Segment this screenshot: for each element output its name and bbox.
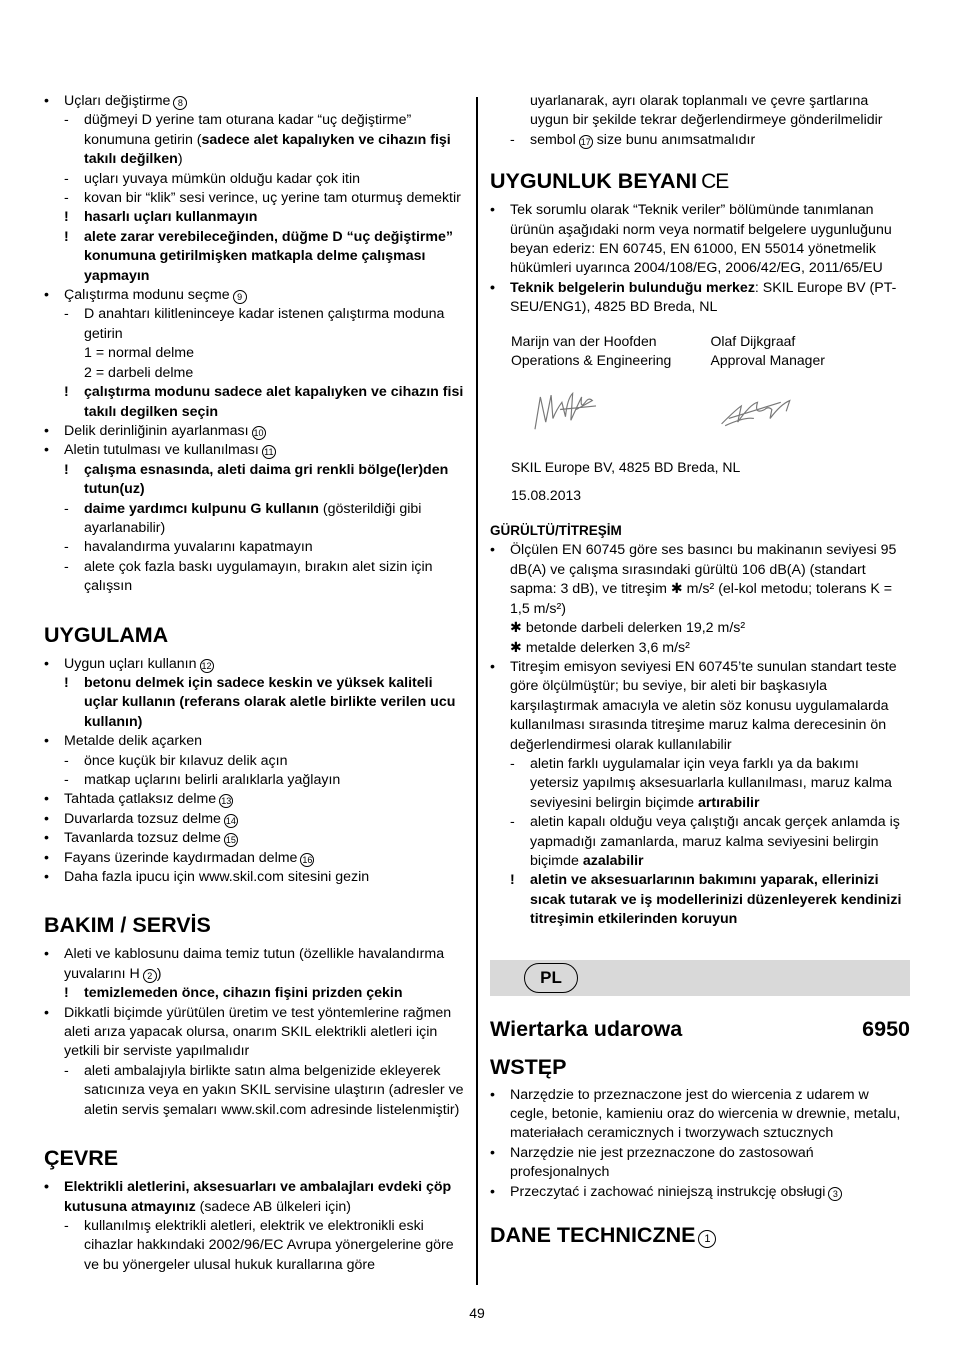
list-item: - havalandırma yuvalarını kapatmayın xyxy=(64,539,313,556)
list-item: • Delik derinliğinin ayarlanması 10 xyxy=(44,422,264,439)
list-item: • Aletin tutulması ve kullanılması 11 xyxy=(44,441,464,460)
list-item: • Metalde delik açarken xyxy=(44,733,203,750)
list-item: • Teknik belgelerin bulunduğu merkez: SKIL Europe BV (PT-SEU/ENG1), 4825 BD Breda, NL xyxy=(490,279,897,316)
list-item: - düğmeyi D yerine tam oturana kadar “uç değiştirme” konumuna getirin (sadece alet kapalıyken ve cihazın fişi takılı değilken) xyxy=(64,112,451,168)
language-badge: PL xyxy=(524,963,578,993)
list-item: • Ölçülen EN 60745 göre ses basıncı bu makinanın seviyesi 95 dB(A) ve çalışma sırasındaki gürültü 106 dB(A) (standart sapma: 3 dB), ve titreşim ✱ m/s² (el-kol metodu; tolerans K = 1,5 m/s²) ✱ betonde darbeli delerken 19,2 m/s² ✱ metalde delerken 3,6 m/s² xyxy=(490,542,897,656)
warning-item: ! alete zarar verebileceğinden, düğme D “uç değiştirme” konumuna getirilmişken matkapla delme çalışması yapmayın xyxy=(64,228,453,284)
signatory-1: Marijn van der Hoofden Operations & Engineering xyxy=(511,332,672,368)
section-heading-cevre: ÇEVRE xyxy=(44,1146,119,1171)
warning-item: ! çalışma esnasında, aleti daima gri renkli bölge(ler)den tutun(uz) xyxy=(64,461,449,498)
list-item: • Çalıştırma modunu seçme 9 xyxy=(44,286,464,305)
ref-circle: 11 xyxy=(262,445,276,459)
ref-circle: 8 xyxy=(173,96,187,110)
ref-circle: 12 xyxy=(201,660,212,671)
signature-address: SKIL Europe BV, 4825 BD Breda, NL xyxy=(511,458,741,475)
product-model: 6950 xyxy=(862,1016,910,1041)
list-item: • Dikkatli biçimde yürütülen üretim ve test yöntemlerine rağmen aleti arıza yapacak olursa, onarım SKIL elektrikli aletleri için yetkili bir serviste yapılmalıdır xyxy=(44,1004,452,1060)
list-item: - kovan bir “klik” sesi verince, uç yerine tam oturmuş demektir xyxy=(64,190,461,207)
ref-circle: 16 xyxy=(302,854,313,865)
warning-item: ! hasarlı uçları kullanmayın xyxy=(64,209,258,226)
ref-circle: 14 xyxy=(225,815,236,826)
right-column xyxy=(490,92,910,1248)
ref-circle: 1 xyxy=(698,1230,716,1248)
signature-2-image xyxy=(718,379,910,449)
list-item: • Narzędzie nie jest przeznaczone do zastosowań profesjonalnych xyxy=(490,1144,814,1181)
list-item: - aletin farklı uygulamalar için veya farklı ya da bakımı yetersiz yapılmış aksesuarlarla kullanılması, maruz kalma seviyesini belirgin biçimde artırabilir xyxy=(510,755,892,811)
list-item: - aletin kapalı olduğu veya çalıştığı ancak gerçek anlamda iş yapmadığı zamanlarda, maruz kalma seviyesini belirgin biçimde azalabilir xyxy=(510,814,900,869)
list-item: - sembol 17 size bunu anımsatmalıdır xyxy=(510,131,756,148)
list-item: - daime yardımcı kulpunu G kullanın (gösterildiği gibi ayarlanabilir) xyxy=(64,500,422,536)
warning-item: ! temizlemeden önce, cihazın fişini prizden çekin xyxy=(64,985,403,1002)
list-item: • Uygun uçları kullanın 12 xyxy=(44,655,212,672)
list-item: - matkap uçlarını belirli aralıklarla yağlayın xyxy=(64,772,341,788)
ref-circle: 17 xyxy=(580,136,591,147)
language-bar xyxy=(490,960,910,996)
list-item: • Przeczytać i zachować niniejszą instrukcję obsługi 3 xyxy=(490,1183,910,1202)
list-item: • Daha fazla ipucu için www.skil.com sitesini gezin xyxy=(44,869,370,886)
list-item: • Narzędzie to przeznaczone jest do wiercenia z udarem w cegle, betonie, kamieniu oraz do wiercenia w drewnie, metalu, materiałach ceramicznych i tworzywach sztucznych xyxy=(490,1086,901,1142)
ref-circle: 10 xyxy=(253,427,264,438)
ref-circle: 15 xyxy=(225,835,236,846)
list-item: • Aleti ve kablosunu daima temiz tutun (özellikle havalandırma yuvalarını H 2 ) xyxy=(44,946,445,982)
product-title: Wiertarka udarowa 6950 xyxy=(490,1016,910,1041)
list-item: - kullanılmış elektrikli aletleri, elektrik ve elektronikli eski cihazlar hakkındaki 2002/96/EC Avrupa yönergelerine göre ve bu yönergeler ulusal hukuk kurallarına göre xyxy=(64,1217,454,1273)
list-item: • Tahtada çatlaksız delme 13 xyxy=(44,791,232,808)
left-column xyxy=(44,92,464,1275)
section-heading-uygulama: UYGULAMA xyxy=(44,622,169,647)
page-number: 49 xyxy=(469,1305,485,1321)
signatories xyxy=(490,332,910,370)
section-heading-bakim: BAKIM / SERVİS xyxy=(44,913,211,938)
list-item: • Elektrikli aletlerini, aksesuarları ve ambalajları evdeki çöp kutusuna atmayınız (sadece AB ülkeleri için) xyxy=(44,1179,452,1215)
list-item: - önce kuçük bir kılavuz delik açın xyxy=(64,752,288,769)
warning-item: ! betonu delmek için sadece keskin ve yüksek kaliteli uçlar kullanın (referans olarak aletle birlikte verilen ucu kullanın) xyxy=(64,674,456,730)
list-item: - aleti ambalajıyla birlikte satın alma belgenizide ekleyerek satıcınıza veya en yakın SKIL servisine ulaştırın (adresler ve aletin servis şemaları www.skil.com adresinde listelenmiştir) xyxy=(64,1062,464,1118)
section-heading-wstep: WSTĘP xyxy=(490,1054,567,1079)
list-item: • Uçları değiştirme 8 xyxy=(44,92,464,111)
ce-mark-icon: CE xyxy=(701,170,729,194)
signatory-2: Olaf Dijkgraaf Approval Manager xyxy=(710,332,825,368)
column-divider xyxy=(476,97,478,1285)
ref-circle: 3 xyxy=(828,1187,842,1201)
ref-circle: 13 xyxy=(221,796,232,807)
list-item: • Tavanlarda tozsuz delme 15 xyxy=(44,830,236,847)
list-item: - uçları yuvaya mümkün olduğu kadar çok itin xyxy=(64,170,361,187)
signatures xyxy=(490,370,910,458)
signature-1-image xyxy=(526,379,718,449)
warning-item: ! çalıştırma modunu sadece alet kapalıyken ve cihazın fisi takılı degilken seçin xyxy=(64,384,464,420)
list-item: • Tek sorumlu olarak “Teknik veriler” bölümünde tanımlanan ürünün aşağıdaki norm veya normatif belgelere uygunluğunu beyan ederiz: EN 60745, EN 61000, EN 55014 yönetmelik hükümleri uyarınca 2004/108/EG, 2006/42/EG, 2011/65/EU xyxy=(490,202,892,277)
list-item: • Duvarlarda tozsuz delme 14 xyxy=(44,810,236,827)
list-item-continued: uyarlanarak, ayrı olarak toplanmalı ve çevre şartlarına uygun bir şekilde tekrar değerlendirmeye gönderilmelidir xyxy=(530,93,883,129)
warning-item: ! aletin ve aksesuarlarının bakımını yaparak, ellerinizi sıcak tutarak ve iş modellerinizi düzenleyerek kendinizi titreşimin etkilerinden koruyun xyxy=(510,872,902,928)
list-item: • Titreşim emisyon seviyesi EN 60745’te sunulan standart teste göre ölçülmüştür; bu seviye, bir aleti bir başkasıyla karşılaştırmak amacıyla ve aletin söz konusu uygulamalarda kullanılması sırasında titreşime maruz kalma derecesinin ön değerlendirmesi olarak kullanılabilir xyxy=(490,658,897,753)
section-heading-uygunluk: UYGUNLUK BEYANI CE xyxy=(490,169,729,194)
section-heading-gurultu: GÜRÜLTÜ/TİTREŞİM xyxy=(490,523,622,539)
list-item: - alete çok fazla baskı uygulamayın, bırakın alet sizin için çalışsın xyxy=(64,558,433,595)
ref-circle: 9 xyxy=(233,290,247,304)
list-item: • Fayans üzerinde kaydırmadan delme 16 xyxy=(44,849,313,866)
ref-circle: 2 xyxy=(143,969,157,983)
section-heading-dane: DANE TECHNICZNE 1 xyxy=(490,1222,910,1248)
signature-date: 15.08.2013 xyxy=(511,487,582,504)
list-item: - D anahtarı kilitleninceye kadar istenen çalıştırma moduna getirin 1 = normal delme 2 = darbeli delme xyxy=(64,306,445,381)
